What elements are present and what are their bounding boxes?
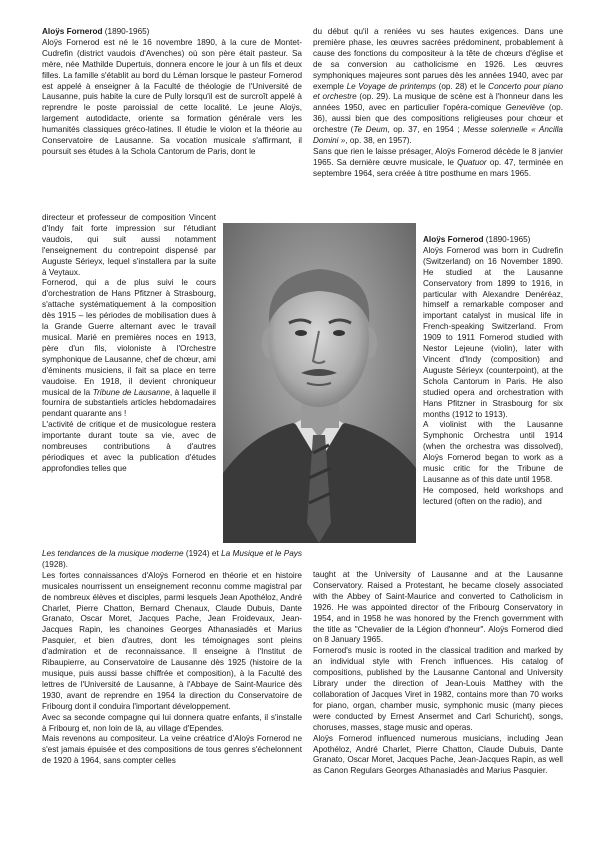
fr-tribune-title: Tribune de Lausanne [92, 387, 170, 397]
fr-paragraph-1: Aloÿs Fornerod est né le 16 novembre 1890, à la cure de Montet-Cudrefin (district vaudois d'Avenches) où son père était pasteur. Sa mère, née Mathilde Dupertuis, donnera encore le jour à un fils et deux filles. La famille s'établit au bord du Léman lorsque le pasteur Fornerod est appelé à enseigner à la Faculté de théologie de l'Université de Lausanne, puis habite la cure de Pully lorsqu'il est de surcroît appelé à reprendre le poste paroissial de cette localité. Le jeune Aloÿs, largement autodidacte, oriente sa formation générale vers les humanités classiques gréco-latines. Il étudie le violon et la théorie au Conservatoire de Lausanne. Sa vocation musicale s'affirmant, il poursuit ses études à la Schola Cantorum de Paris, dont le [42, 37, 302, 156]
portrait-image [223, 223, 416, 543]
en-paragraph-3-full: taught at the University of Lausanne and at the Lausanne Conservatory. Raised a Protestant, he became closely associated with the Abbey of Saint-Maurice and converted to Catholicism in 1926. He was appointed director of the Fribourg Conservatory in 1954, and in 1958 he was honored by the French government with the title as "Chevalier de la Légion d'honneur". Aloÿs Fornerod died on 8 January 1965. [313, 570, 563, 645]
fr-column-bottom: Les tendances de la musique moderne (1924) et La Musique et le Pays (1928). Les fortes connaissances d'Aloÿs Fornerod en théorie et en histoire musicales nourrissent un enseignement reconnu comme magistral par de nombreux élèves et disciples, parmi lesquels Jean Apothéloz, André Charlet, Pierre Chatton, Bernard Chenaux, Claude Dubuis, Dante Granato, Oscar Moret, Jacques Pache, Jean Froidevaux, Jean-Jacques Rapin, les chanoines Georges Athanasiadès et Marius Pasquier, et bien d'autres, dont les témoignages sont pleins d'admiration et de reconnaissance. Il enseigne à l'Institut de Ribaupierre, au Conservatoire de Lausanne dès 1925 (histoire de la musique, puis aussi basse chiffrée et composition), à la Faculté des lettres de l'Université de Lausanne, à l'Abbaye de Saint-Maurice dès 1930, avant de reprendre en 1954 la direction du Conservatoire de Fribourg dont il conduira l'important développement. Avec sa seconde compagne qui lui donnera quatre enfants, il s'installe à Fribourg et, non loin de là, au village d'Ependes. Mais revenons au compositeur. La veine créatrice d'Aloÿs Fornerod ne s'est jamais épuisée et des compositions de tous genres s'échelonnent de 1920 à 1964, sans compter celles [42, 549, 302, 766]
en-paragraph-3: He composed, held workshops and lectured (often on the radio), and [423, 485, 563, 506]
fr-paragraph-5: Avec sa seconde compagne qui lui donnera quatre enfants, il s'installe à Fribourg et, non loin de là, au village d'Ependes. [42, 712, 302, 733]
en-heading-dates: (1890-1965) [485, 235, 531, 244]
en-column-narrow [423, 235, 563, 508]
fr-column-right: du début qu'il a reniées vu ses hautes exigences. Dans une première phase, les œuvres sacrées prédominent, probablement à cause des fonctions du compositeur à la tête de chœurs d'église et de sa conversion au catholicisme en 1926. Les œuvres symphoniques majeures sont parues dès les années 1940, avec par exemple Le Voyage de printemps (op. 28) et le Concerto pour piano et orchestre (op. 29). La musique de scène est à l'honneur dans les années 1950, avec en particulier l'opéra-comique Geneviève (op. 36), aussi bien que des compositions religieuses pour chœur et orchestre (Te Deum, op. 37, en 1954 ; Messe solennelle « Ancilla Domini », op. 38, en 1957). Sans que rien le laisse présager, Aloÿs Fornerod décède le 8 janvier 1965. Sa dernière œuvre musicale, le Quatuor op. 47, terminée en septembre 1964, sera créée à titre posthume en mars 1965. [313, 27, 564, 178]
en-paragraph-5: Aloÿs Fornerod influenced numerous musicians, including Jean Apothéloz, André Charlet, Pierre Chatton, Claude Dubuis, Dante Granato, Oscar Moret, Jacques Pache, Jean-Jacques Rapin, as well as Canon Regulars Georges Athanasiadès and Marius Pasquier. [313, 733, 563, 776]
fr-paragraph-1-wrap: directeur et professeur de composition Vincent d'Indy fait forte impression sur l'étudiant vaudois, qui suit aussi notamment l'enseignement du contrepoint dispensé par Auguste Sérieyx, lequel s'installera par la suite à Veytaux. [42, 213, 216, 277]
fr-paragraph-3: L'activité de critique et de musicologue restera importante durant toute sa vie, avec de nombreuses contributions à d'autres périodiques et avec la publication d'études approfondies telles que [42, 420, 216, 473]
fr-column-top [42, 27, 302, 158]
en-heading-name: Aloÿs Fornerod [423, 235, 484, 244]
portrait-photo [223, 223, 416, 543]
fr-heading-name: Aloÿs Fornerod [42, 27, 103, 36]
fr-paragraph-4: Les fortes connaissances d'Aloÿs Fornerod en théorie et en histoire musicales nourrissent un enseignement reconnu comme magistral par de nombreux élèves et disciples, parmi lesquels Jean Apothéloz, André Charlet, Pierre Chatton, Bernard Chenaux, Claude Dubuis, Dante Granato, Oscar Moret, Jacques Pache, Jean Froidevaux, Jean-Jacques Rapin, les chanoines Georges Athanasiadès et Marius Pasquier, et bien d'autres, dont les témoignages sont pleins d'admiration et de reconnaissance. Il enseigne à l'Institut de Ribaupierre, au Conservatoire de Lausanne dès 1925 (histoire de la musique, puis aussi basse chiffrée et composition), à la Faculté des lettres de l'Université de Lausanne, à l'Abbaye de Saint-Maurice dès 1930, avant de reprendre en 1954 la direction du Conservatoire de Fribourg dont il conduira l'important développement. [42, 570, 302, 711]
fr-column-narrow [42, 213, 216, 475]
fr-heading-dates: (1890-1965) [104, 27, 150, 36]
fr-paragraph-2-end: , à laquelle il fournira de substantiels articles hebdomadaires pendant quarante ans ! [42, 387, 216, 419]
fr-book-title-1: Les tendances de la musique moderne [42, 549, 184, 558]
en-column-bottom [313, 570, 563, 777]
en-paragraph-4: Fornerod's music is rooted in the classical tradition and marked by an individual style with French influences. His catalog of compositions, published by the Lausanne Cantonal and University Library under the direction of Jean-Louis Matthey with the collaboration of Jacques Viret in 1982, contains more than 70 works for piano, organ, chamber music, symphonic music (many pieces were conducted by Ernest Ansermet and Carl Schuricht), songs, choruses, masses, stage music and operas. [313, 646, 563, 732]
fr-book-title-2: La Musique et le Pays [221, 549, 302, 558]
en-paragraph-1: Aloÿs Fornerod was born in Cudrefin (Switzerland) on 16 November 1890. He studied at the Lausanne Conservatory from 1899 to 1916, in particular with Alexandre Denéréaz, himself a remarkable composer and important catalyst in musical life in French-speaking Switzerland. From 1909 to 1911 Fornerod studied with Nestor Lejeune (violin), later with Vincent d'Indy (composition) and Auguste Sérieyx (counterpoint), at the Schola Cantorum in Paris. He also studied opera and orchestration with Hans Pfitzner in Strasbourg for six months (1912 to 1913). [423, 245, 563, 419]
fr-paragraph-6: Mais revenons au compositeur. La veine créatrice d'Aloÿs Fornerod ne s'est jamais épuisée et des compositions de tous genres s'échelonnent de 1920 à 1964, sans compter celles [42, 734, 302, 766]
fr-paragraph-2: Fornerod, qui a de plus suivi le cours d'orchestration de Hans Pfitzner à Strasbourg, s'attache systématiquement à la composition dès 1915 – les périodes de mobilisation dues à la Grande Guerre alternant avec le travail musical. Marié en premières noces en 1913, père d'un fils, violoniste à l'Orchestre symphonique de Lausanne, chef de chœur, ami d'éminents musiciens, il fait sa place en terre vaudoise. En 1918, il devient chroniqueur musical de la [42, 278, 216, 397]
en-paragraph-2: A violinist with the Lausanne Symphonic Orchestra until 1914 (when the orchestra was dissolved), Aloÿs Fornerod began to work as a music critic for the Tribune de Lausanne as of this date until 1958. [423, 420, 563, 484]
fr-right-paragraph-2: Sans que rien le laisse présager, Aloÿs Fornerod décède le 8 janvier 1965. Sa dernière œuvre musicale, le [313, 146, 563, 167]
fr-right-paragraph-1: du début qu'il a reniées vu ses hautes exigences. Dans une première phase, les œuvres sacrées prédominent, probablement à cause des fonctions du compositeur à la tête de chœurs d'église et de sa conversion au catholicisme en 1926. Les œuvres symphoniques majeures sont parues dès les années 1940, avec par exemple [313, 27, 563, 91]
